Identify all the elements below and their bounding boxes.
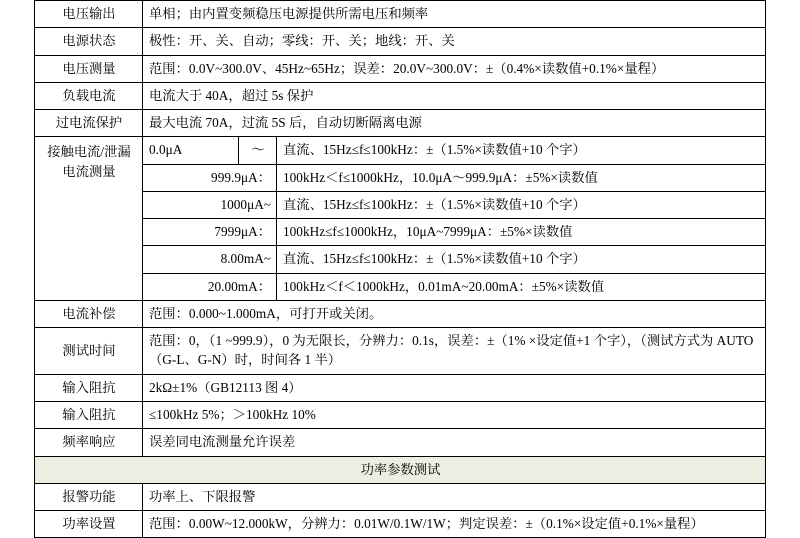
row-value-overcurrent-protect: 最大电流 70A，过流 5S 后，自动切断隔离电源 — [143, 110, 766, 137]
table-row — [35, 429, 766, 456]
table-row — [35, 273, 766, 300]
touch-current-range-5: 8.00mA~ — [143, 246, 277, 273]
row-value-test-time: 范围：0，（1 ~999.9），0 为无限长，分辨力：0.1s，误差：±（1% ×设定值+1 个字），（测试方式为 AUTO（G-L、G-N）时，时间各 1 半） — [143, 328, 766, 375]
touch-current-value-4: 100kHz≤f≤1000kHz，10μA~7999μA：±5%×读数值 — [277, 219, 766, 246]
touch-current-range-1: 0.0μA — [143, 137, 239, 164]
table-row — [35, 55, 766, 82]
table-row — [35, 328, 766, 375]
touch-current-value-3: 直流、15Hz≤f≤100kHz：±（1.5%×读数值+10 个字） — [277, 191, 766, 218]
row-label-test-time: 测试时间 — [35, 328, 143, 375]
row-label-voltage-measure: 电压测量 — [35, 55, 143, 82]
table-row — [35, 28, 766, 55]
table-row — [35, 219, 766, 246]
row-value-input-impedance-2: ≤100kHz 5%；＞100kHz 10% — [143, 401, 766, 428]
table-row — [35, 300, 766, 327]
row-value-frequency-response: 误差同电流测量允许误差 — [143, 429, 766, 456]
row-label-voltage-output: 电压输出 — [35, 1, 143, 28]
table-row — [35, 483, 766, 510]
row-value-voltage-measure: 范围：0.0V~300.0V、45Hz~65Hz；误差：20.0V~300.0V：±（0.4%×读数值+0.1%×量程） — [143, 55, 766, 82]
table-row — [35, 191, 766, 218]
touch-current-value-5: 直流、15Hz≤f≤100kHz：±（1.5%×读数值+10 个字） — [277, 246, 766, 273]
row-label-frequency-response: 频率响应 — [35, 429, 143, 456]
table-row — [35, 246, 766, 273]
row-label-input-impedance-2: 输入阻抗 — [35, 401, 143, 428]
table-row — [35, 164, 766, 191]
row-value-power-state: 极性：开、关、自动；零线：开、关；地线：开、关 — [143, 28, 766, 55]
row-value-load-current: 电流大于 40A，超过 5s 保护 — [143, 82, 766, 109]
row-label-touch-current — [35, 137, 143, 301]
touch-current-range-6: 20.00mA： — [143, 273, 277, 300]
touch-current-label-line2: 电流测量 — [62, 163, 116, 179]
touch-current-value-6: 100kHz＜f＜1000kHz，0.01mA~20.00mA：±5%×读数值 — [277, 273, 766, 300]
row-value-power-setting: 范围：0.00W~12.000kW，分辨力：0.01W/0.1W/1W；判定误差：±（0.1%×设定值+0.1%×量程） — [143, 511, 766, 538]
row-label-alarm-function: 报警功能 — [35, 483, 143, 510]
row-label-load-current: 负载电流 — [35, 82, 143, 109]
table-row — [35, 110, 766, 137]
table-row — [35, 511, 766, 538]
table-row — [35, 137, 766, 164]
table-row — [35, 401, 766, 428]
row-value-alarm-function: 功率上、下限报警 — [143, 483, 766, 510]
row-value-voltage-output: 单相；由内置变频稳压电源提供所需电压和频率 — [143, 1, 766, 28]
touch-current-range-3: 1000μA~ — [143, 191, 277, 218]
touch-current-range-2: 999.9μA： — [143, 164, 277, 191]
row-label-input-impedance-1: 输入阻抗 — [35, 374, 143, 401]
touch-current-value-1: 直流、15Hz≤f≤100kHz：±（1.5%×读数值+10 个字） — [277, 137, 766, 164]
section-header-label: 功率参数测试 — [35, 456, 766, 483]
table-row — [35, 1, 766, 28]
row-label-power-state: 电源状态 — [35, 28, 143, 55]
row-value-current-compensation: 范围：0.000~1.000mA，可打开或关闭。 — [143, 300, 766, 327]
touch-current-tilde: ～ — [239, 137, 277, 164]
table-row — [35, 82, 766, 109]
row-label-overcurrent-protect: 过电流保护 — [35, 110, 143, 137]
row-label-current-compensation: 电流补偿 — [35, 300, 143, 327]
touch-current-value-2: 100kHz＜f≤1000kHz，10.0μA～999.9μA：±5%×读数值 — [277, 164, 766, 191]
touch-current-label-line1: 接触电流/泄漏 — [47, 144, 131, 160]
touch-current-range-4: 7999μA： — [143, 219, 277, 246]
table-row — [35, 374, 766, 401]
section-header-power-params — [35, 456, 766, 483]
row-label-power-setting: 功率设置 — [35, 511, 143, 538]
row-value-input-impedance-1: 2kΩ±1%（GB12113 图 4） — [143, 374, 766, 401]
specification-table — [34, 0, 766, 538]
